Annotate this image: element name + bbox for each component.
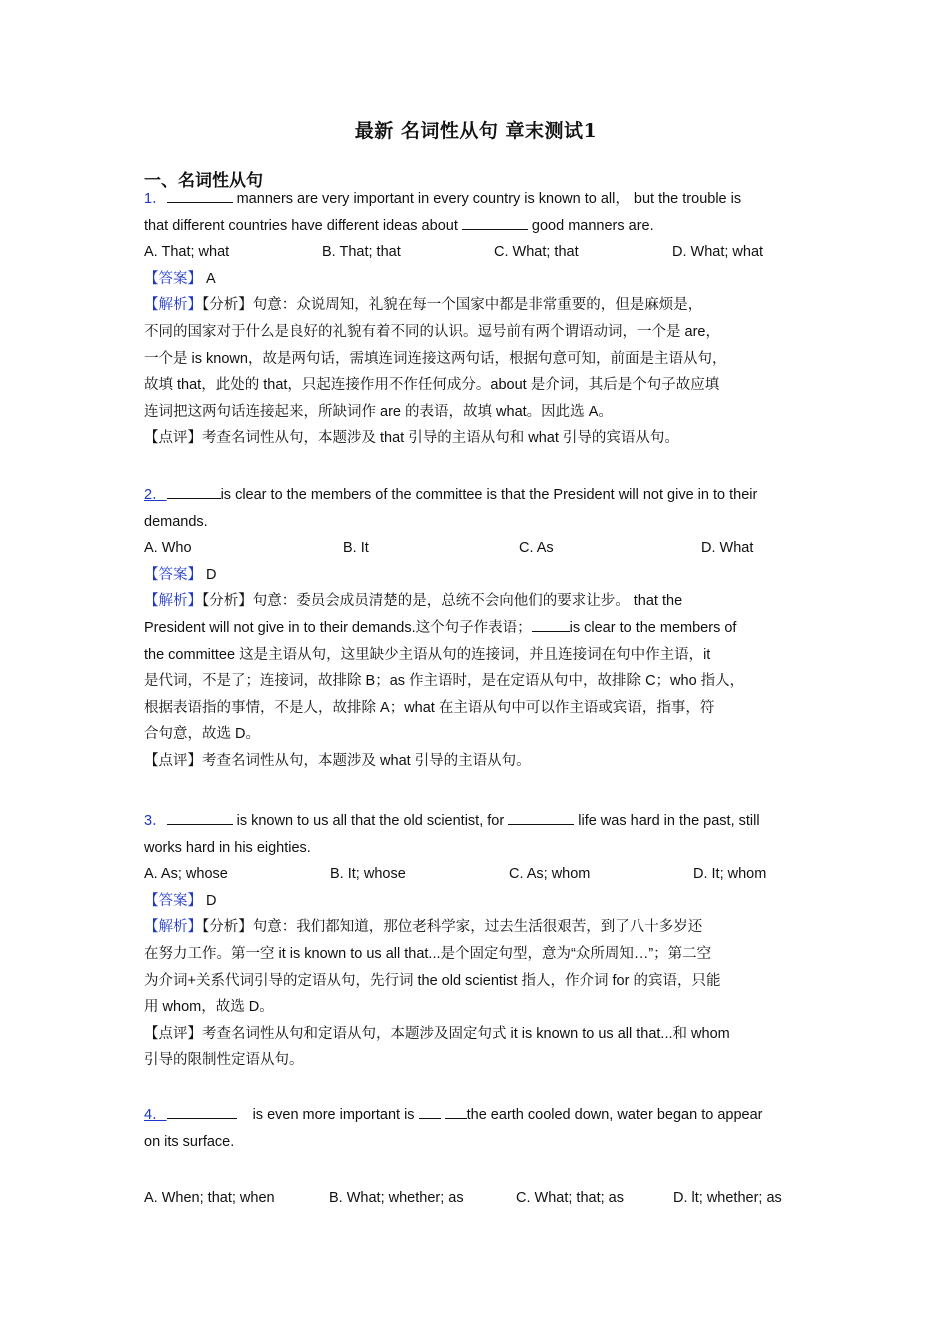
question-4 — [144, 1102, 808, 1212]
answer-blank — [532, 615, 570, 632]
option-b: B. It — [343, 540, 369, 557]
option-c: C. What; that; as — [516, 1190, 624, 1207]
analysis-line: 用 whom，故选 D。 — [144, 999, 274, 1016]
option-d: D. lt; whether; as — [673, 1190, 782, 1207]
analysis-line: President will not give in to their demands.这个句子作表语； is clear to the members of — [144, 615, 808, 642]
question-3 — [144, 808, 808, 1074]
option-d: D. What — [701, 540, 754, 557]
answer-blank — [167, 482, 221, 499]
answer-blank — [462, 213, 528, 230]
option-a: A. When; that; when — [144, 1190, 275, 1207]
analysis-line: the committee 这是主语从句，这里缺少主语从句的连接词，并且连接词在句中作主语，it — [144, 646, 711, 663]
options-row — [144, 1185, 808, 1212]
question-number: 1． — [144, 191, 167, 207]
analysis-line: 不同的国家对于什么是良好的礼貌有着不同的认识。逗号前有两个谓语动词，一个是 are， — [144, 323, 720, 340]
answer-line: 【答案】 D — [144, 892, 217, 909]
question-stem: 2． is clear to the members of the committee is that the President will not give in to their — [144, 482, 808, 509]
comment-line: 引导的限制性定语从句。 — [144, 1052, 304, 1069]
analysis-line: 故填 that，此处的 that，只起连接作用不作任何成分。about 是介词，其后是个句子故应填 — [144, 377, 720, 394]
option-a: A. That; what — [144, 244, 230, 261]
comment-line: 【点评】考查名词性从句，本题涉及 that 引导的主语从句和 what 引导的宾语从句。 — [144, 430, 679, 447]
question-number[interactable]: 4． — [144, 1107, 167, 1123]
analysis-line: 根据表语指的事情，不是人，故排除 A；what 在主语从句中可以作主语或宾语，指事，符 — [144, 699, 715, 716]
question-stem-line: that different countries have different ideas about good manners are. — [144, 213, 808, 240]
comment-line: 【点评】考查名词性从句和定语从句，本题涉及固定句式 it is known to us all that...和 whom — [144, 1025, 730, 1042]
analysis-line: 【解析】【分析】句意：我们都知道，那位老科学家，过去生活很艰苦，到了八十多岁还 — [144, 919, 703, 936]
answer-line: 【答案】 D — [144, 566, 217, 583]
analysis-line: 连词把这两句话连接起来，所缺词作 are 的表语，故填 what。因此选 A。 — [144, 403, 613, 420]
option-b: B. What; whether; as — [329, 1190, 464, 1207]
analysis-line: 合句意，故选 D。 — [144, 726, 260, 743]
option-d: D. What; what — [672, 244, 764, 261]
section-heading: 一、名词性从句 — [144, 171, 263, 191]
options-row — [144, 535, 808, 562]
option-d: D. It; whom — [693, 866, 767, 883]
answer-blank — [508, 808, 574, 825]
answer-line: 【答案】 A — [144, 270, 216, 287]
answer-blank — [445, 1102, 467, 1119]
question-2 — [144, 482, 808, 775]
question-stem: 1． manners are very important in every country is known to all， but the trouble is — [144, 186, 808, 213]
option-c: C. As; whom — [509, 866, 591, 883]
analysis-line: 为介词+关系代词引导的定语从句，先行词 the old scientist 指人，作介词 for 的宾语，只能 — [144, 972, 721, 989]
options-row — [144, 861, 808, 888]
option-b: B. It; whose — [330, 866, 406, 883]
question-stem-line: demands. — [144, 513, 208, 530]
options-row — [144, 239, 808, 266]
analysis-line: 【解析】【分析】句意：众说周知，礼貌在每一个国家中都是非常重要的，但是麻烦是， — [144, 297, 703, 314]
option-b: B. That; that — [322, 244, 401, 261]
question-stem-line: on its surface. — [144, 1133, 235, 1150]
answer-blank — [419, 1102, 441, 1119]
option-a: A. Who — [144, 540, 192, 557]
option-c: C. What; that — [494, 244, 579, 261]
analysis-line: 是代词，不是了；连接词，故排除 B；as 作主语时，是在定语从句中，故排除 C；who 指人， — [144, 673, 745, 690]
comment-line: 【点评】考查名词性从句，本题涉及 what 引导的主语从句。 — [144, 752, 531, 769]
question-stem-line: works hard in his eighties. — [144, 839, 311, 856]
answer-blank — [167, 186, 233, 203]
page-title: 最新 名词性从句 章末测试1 — [354, 120, 598, 142]
question-1 — [144, 186, 808, 452]
question-stem: 3． is known to us all that the old scientist, for life was hard in the past, still — [144, 808, 808, 835]
option-c: C. As — [519, 540, 554, 557]
question-number: 3． — [144, 813, 167, 829]
option-a: A. As; whose — [144, 866, 228, 883]
analysis-line: 一个是 is known，故是两句话，需填连词连接这两句话，根据句意可知，前面是主语从句， — [144, 350, 727, 367]
analysis-line: 在努力工作。第一空 it is known to us all that...是个固定句型，意为“众所周知…”；第二空 — [144, 945, 712, 962]
answer-blank — [167, 808, 233, 825]
question-number[interactable]: 2． — [144, 487, 167, 503]
question-stem: 4． is even more important is the earth cooled down, water began to appear — [144, 1102, 808, 1129]
answer-blank — [167, 1102, 237, 1119]
analysis-line: 【解析】【分析】句意：委员会成员清楚的是，总统不会向他们的要求让步。 that the — [144, 593, 683, 610]
